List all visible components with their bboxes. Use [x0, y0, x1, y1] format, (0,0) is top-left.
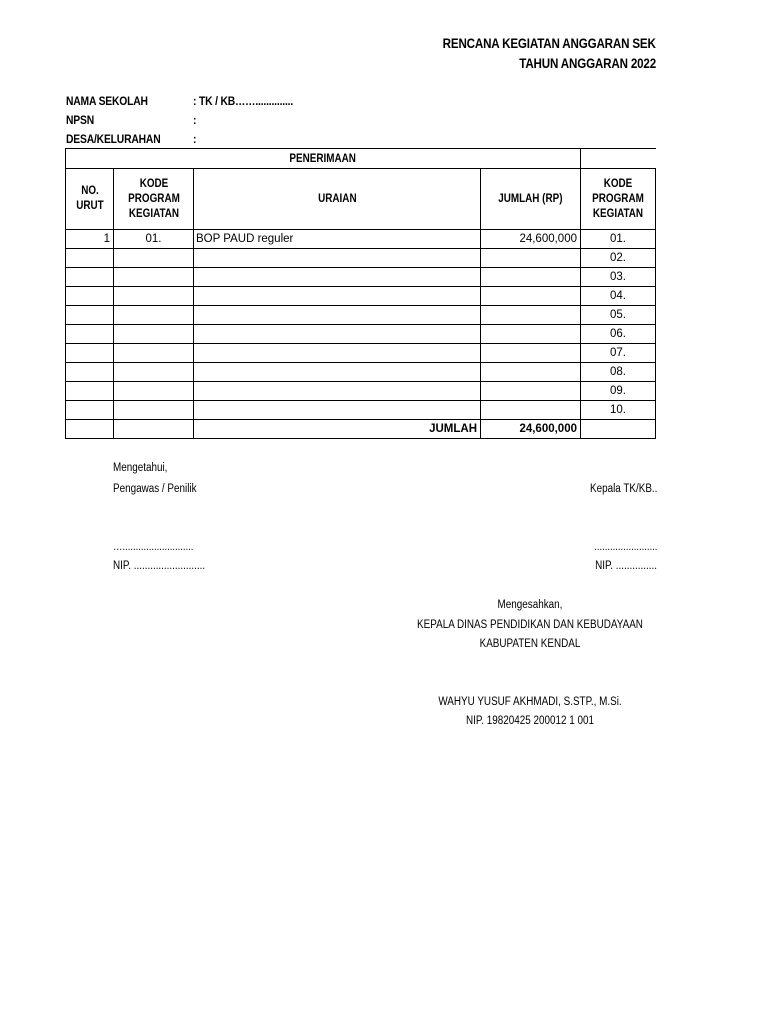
sig-left-line2: Pengawas / Penilik	[113, 483, 197, 495]
total-empty-2	[114, 420, 194, 439]
total-label-cell	[194, 420, 481, 439]
col-header-kode	[114, 169, 194, 230]
school-name-label: NAMA SEKOLAH	[66, 94, 148, 108]
row-uraian-cell	[194, 382, 481, 401]
row-jumlah-cell	[481, 306, 581, 325]
row-uraian-cell	[194, 249, 481, 268]
table-row	[66, 306, 656, 325]
row-kode-cell	[114, 401, 194, 420]
row-kode-right-cell	[581, 382, 656, 401]
table-row	[66, 363, 656, 382]
sig-left-nip: NIP. ..........................	[113, 560, 206, 572]
row-jumlah-cell	[481, 230, 581, 249]
row-jumlah-cell	[481, 287, 581, 306]
row-kode-right: 09.	[610, 385, 626, 397]
sig-right-name-dots: ........................	[593, 541, 657, 553]
row-no-cell	[66, 249, 114, 268]
section-header-penerimaan	[66, 149, 581, 169]
sig-center-line1: Mengesahkan,	[497, 599, 563, 611]
row-kode-right-cell	[581, 363, 656, 382]
row-kode-right: 04.	[610, 290, 626, 302]
village-label: DESA/KELURAHAN	[66, 132, 161, 146]
table-row	[66, 249, 656, 268]
table-total-row	[66, 420, 656, 439]
sig-center-line3: KABUPATEN KENDAL	[479, 638, 581, 650]
row-no-cell	[66, 344, 114, 363]
row-kode-right: 01.	[610, 233, 626, 245]
village-value: :	[193, 132, 197, 146]
total-label: JUMLAH	[429, 423, 477, 435]
budget-table	[65, 148, 656, 439]
row-kode-cell	[114, 382, 194, 401]
table-row	[66, 268, 656, 287]
col-header-no-label: NO. URUT	[75, 185, 104, 212]
row-no-cell	[66, 306, 114, 325]
row-no-cell	[66, 230, 114, 249]
col-header-uraian-label: URAIAN	[317, 193, 357, 205]
total-empty-1	[66, 420, 114, 439]
row-jumlah-cell	[481, 249, 581, 268]
row-kode-right-cell	[581, 344, 656, 363]
row-kode-cell	[114, 230, 194, 249]
sig-left-name-dots: …...........................	[113, 541, 194, 553]
col-header-kode-right	[581, 169, 656, 230]
row-kode-right-cell	[581, 401, 656, 420]
row-kode-right-cell	[581, 249, 656, 268]
table-row	[66, 287, 656, 306]
col-header-jumlah	[481, 169, 581, 230]
col-header-jumlah-label: JUMLAH (RP)	[498, 193, 563, 205]
row-uraian-cell	[194, 325, 481, 344]
row-kode-right-cell	[581, 268, 656, 287]
sig-right-line1: Kepala TK/KB..	[589, 483, 657, 495]
table-row	[66, 401, 656, 420]
section-header-empty	[581, 149, 656, 169]
sig-center-line2: KEPALA DINAS PENDIDIKAN DAN KEBUDAYAAN	[417, 619, 643, 631]
npsn-value: :	[193, 113, 197, 127]
row-jumlah-cell	[481, 268, 581, 287]
row-jumlah-cell	[481, 325, 581, 344]
row-kode-right: 10.	[610, 404, 626, 416]
row-kode-right: 07.	[610, 347, 626, 359]
row-kode-right-cell	[581, 306, 656, 325]
row-kode-right: 08.	[610, 366, 626, 378]
col-header-no	[66, 169, 114, 230]
row-kode-right-cell	[581, 325, 656, 344]
row-kode-right: 05.	[610, 309, 626, 321]
table-column-header-row	[66, 169, 656, 230]
document-title-line1: RENCANA KEGIATAN ANGGARAN SEK	[442, 36, 656, 51]
row-uraian-cell	[194, 306, 481, 325]
row-kode-cell	[114, 287, 194, 306]
row-kode: 01.	[145, 233, 162, 245]
table-body	[66, 230, 656, 420]
col-header-kode-right-label: KODE PROGRAM KEGIATAN	[592, 177, 644, 220]
row-uraian-cell	[194, 268, 481, 287]
row-jumlah-cell	[481, 401, 581, 420]
col-header-uraian	[194, 169, 481, 230]
table-row	[66, 230, 656, 249]
row-kode-cell	[114, 306, 194, 325]
row-jumlah-cell	[481, 344, 581, 363]
table-section-header-row	[66, 149, 656, 169]
total-value: 24,600,000	[519, 423, 577, 435]
table-row	[66, 325, 656, 344]
row-uraian-cell	[194, 363, 481, 382]
document-title-line2: TAHUN ANGGARAN 2022	[519, 56, 656, 71]
row-kode-cell	[114, 344, 194, 363]
sig-center-name: WAHYU YUSUF AKHMADI, S.STP., M.Si.	[438, 696, 622, 708]
row-kode-right: 02.	[610, 252, 626, 264]
row-kode-cell	[114, 249, 194, 268]
school-name-value: : TK / KB……..............	[193, 94, 294, 108]
row-kode-right: 06.	[610, 328, 626, 340]
row-no-cell	[66, 401, 114, 420]
row-kode-cell	[114, 325, 194, 344]
row-kode-right-cell	[581, 287, 656, 306]
row-no: 1	[103, 233, 110, 245]
row-jumlah: 24,600,000	[519, 233, 577, 245]
row-no-cell	[66, 382, 114, 401]
row-jumlah-cell	[481, 363, 581, 382]
row-kode-cell	[114, 363, 194, 382]
sig-center-nip: NIP. 19820425 200012 1 001	[466, 715, 594, 727]
row-uraian: BOP PAUD reguler	[196, 233, 294, 245]
row-no-cell	[66, 287, 114, 306]
total-empty-3	[581, 420, 656, 439]
row-uraian-cell	[194, 287, 481, 306]
table-row	[66, 344, 656, 363]
row-kode-right: 03.	[610, 271, 626, 283]
row-uraian-cell	[194, 230, 481, 249]
row-no-cell	[66, 325, 114, 344]
table-row	[66, 382, 656, 401]
row-uraian-cell	[194, 344, 481, 363]
row-no-cell	[66, 268, 114, 287]
npsn-label: NPSN	[66, 113, 94, 127]
section-header-label: PENERIMAAN	[289, 152, 357, 165]
sig-right-nip: NIP. ...............	[595, 560, 657, 572]
col-header-kode-label: KODE PROGRAM KEGIATAN	[127, 177, 180, 220]
row-kode-cell	[114, 268, 194, 287]
row-kode-right-cell	[581, 230, 656, 249]
row-no-cell	[66, 363, 114, 382]
total-value-cell	[481, 420, 581, 439]
row-jumlah-cell	[481, 382, 581, 401]
row-uraian-cell	[194, 401, 481, 420]
sig-left-line1: Mengetahui,	[113, 462, 168, 474]
